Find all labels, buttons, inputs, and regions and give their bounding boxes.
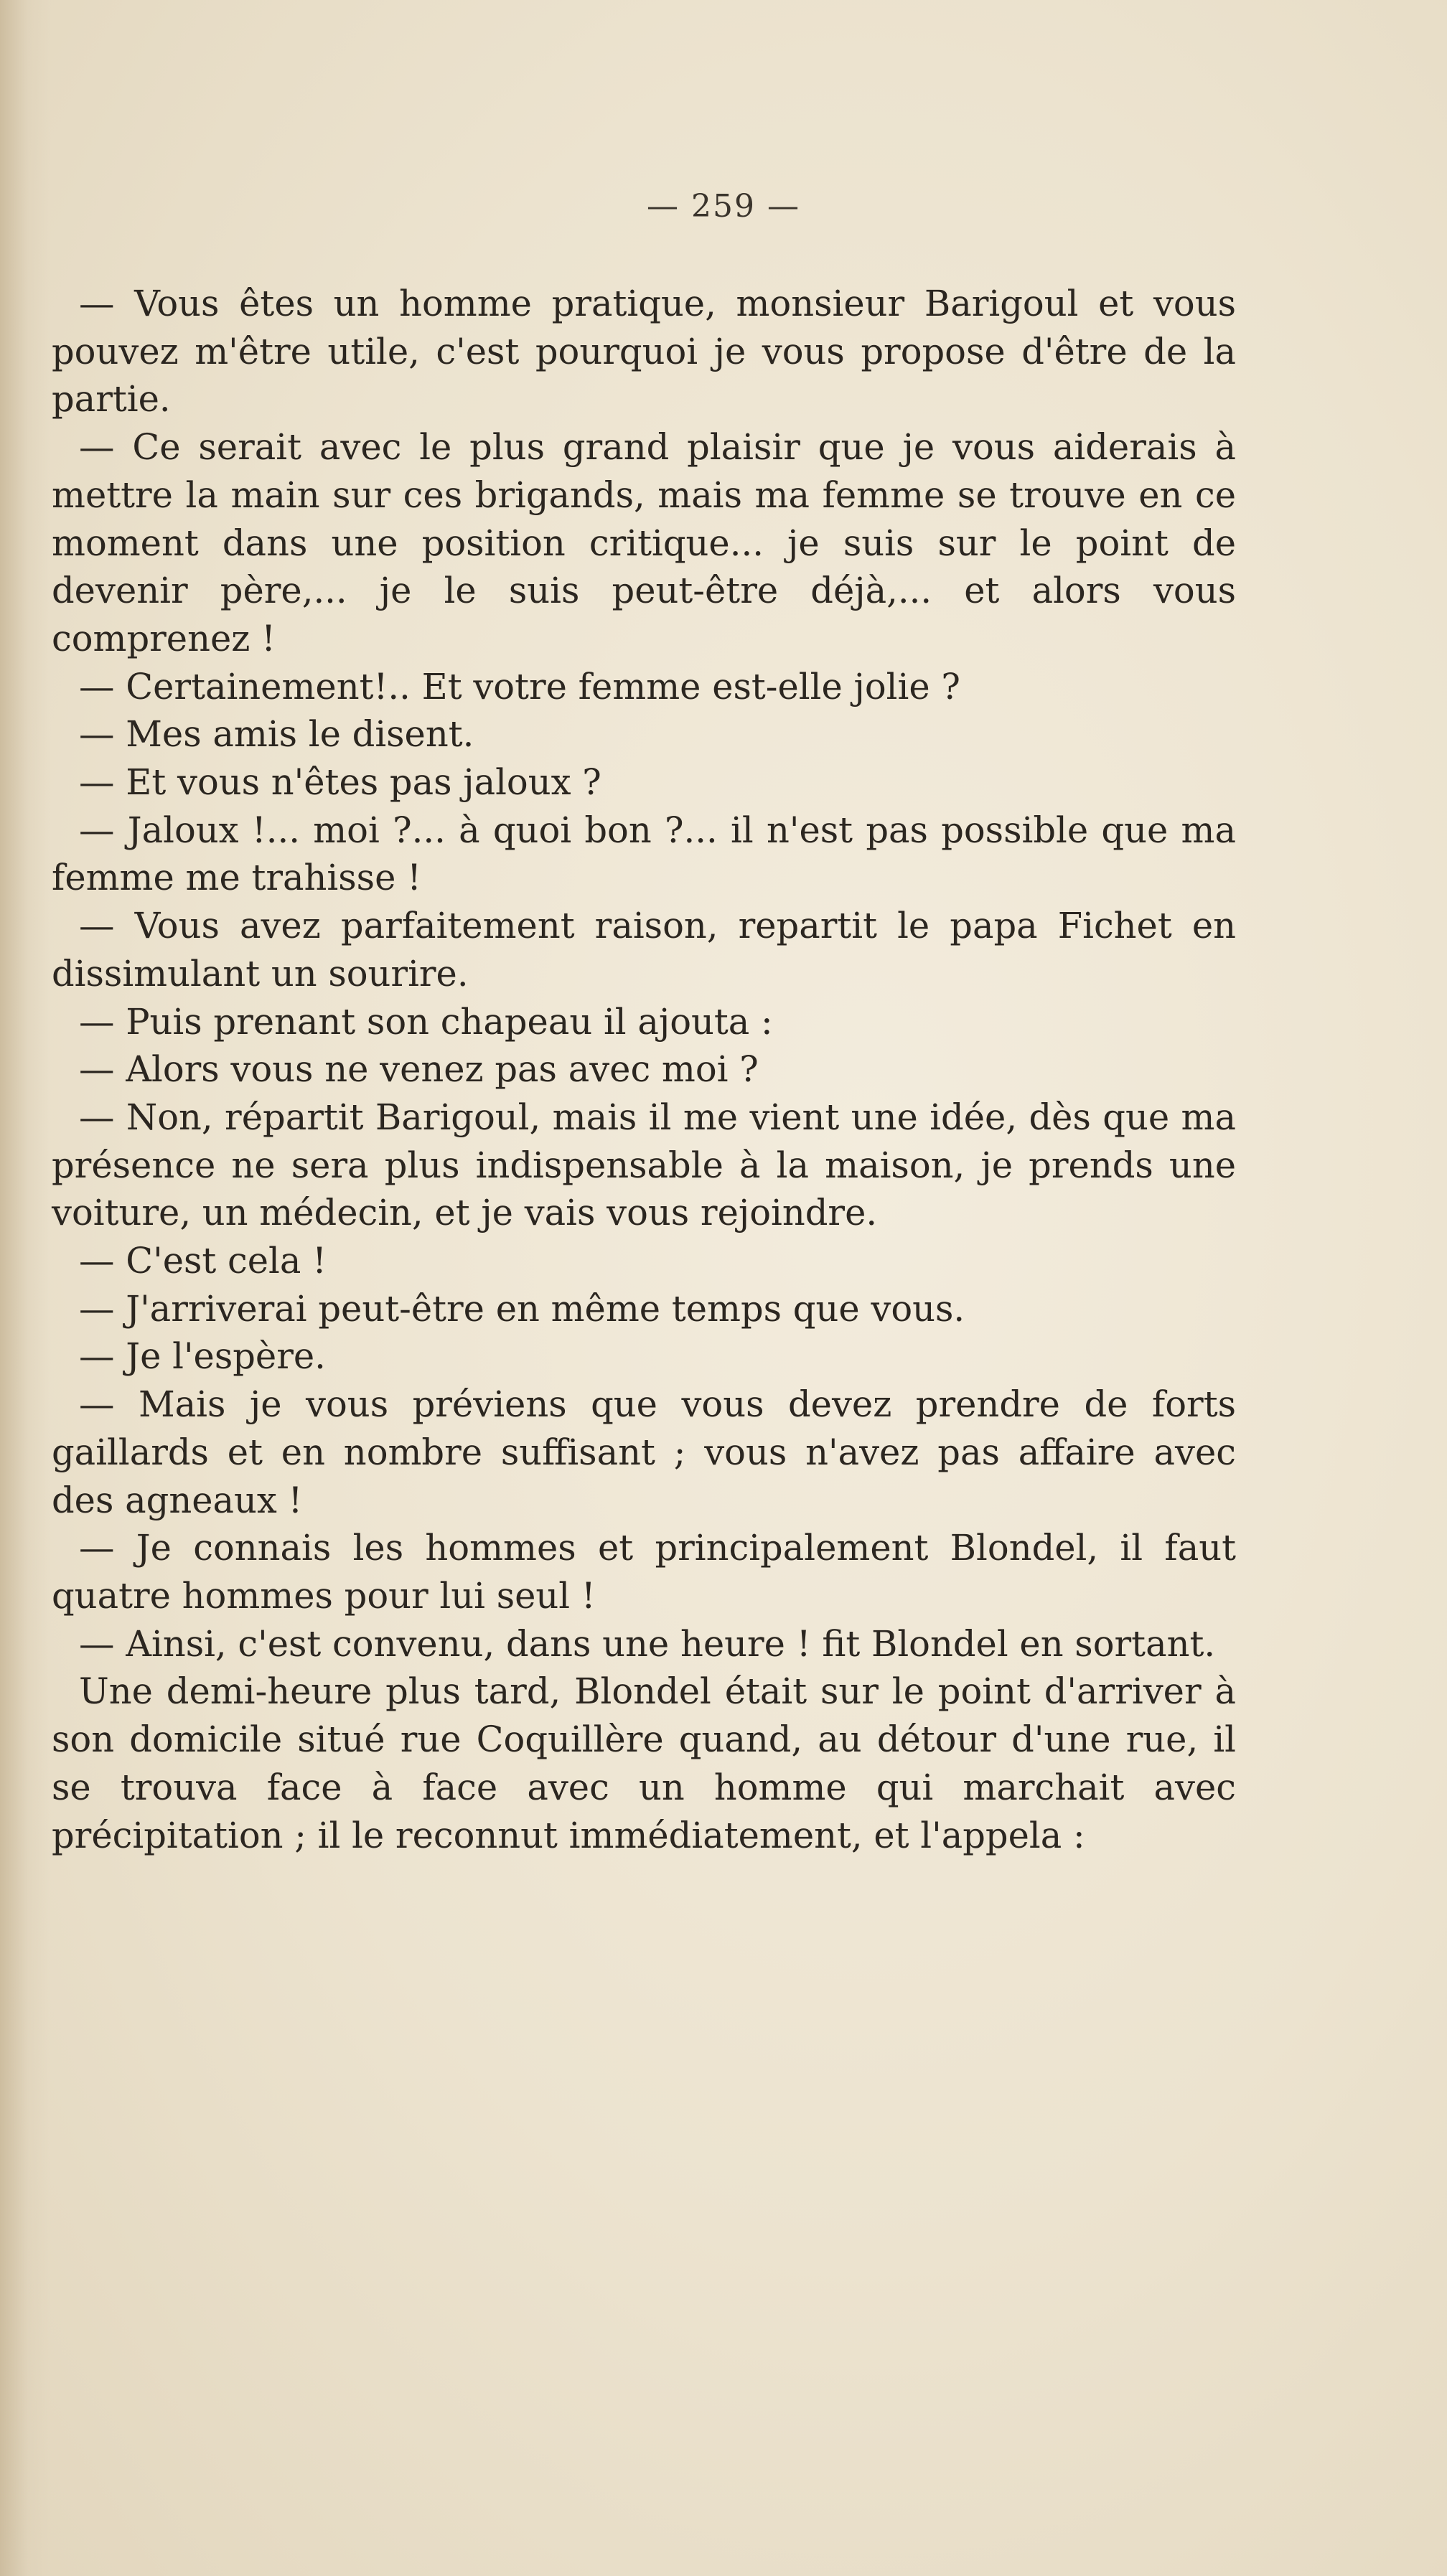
paragraph: — J'arriverai peut-être en même temps que vous.	[79, 1287, 965, 1330]
paragraph: — Je connais les hommes et principalement Blondel, il faut quatre hommes pour lui seul !	[52, 1527, 1236, 1617]
paragraph: — Vous êtes un homme pratique, monsieur Barigoul et vous pouvez m'être utile, c'est pourquoi je vous propose d'être de la partie.	[52, 283, 1236, 420]
paragraph: — Ainsi, c'est convenu, dans une heure ! fit Blondel en sortant.	[79, 1622, 1216, 1665]
paragraph: — Certainement!.. Et votre femme est-elle jolie ?	[79, 665, 960, 708]
body-text	[52, 280, 1236, 1859]
paragraph: — Jaloux !... moi ?... à quoi bon ?... il n'est pas possible que ma femme me trahisse !	[52, 809, 1236, 899]
paragraph: — Mais je vous préviens que vous devez prendre de forts gaillards et en nombre suffisant ; vous n'avez pas affaire avec des agneaux !	[52, 1383, 1236, 1521]
paragraph: Une demi-heure plus tard, Blondel était sur le point d'arriver à son domicile situé rue Coquillère quand, au détour d'une rue, il se trouva face à face avec un homme qui marchait avec précipitation ; il le reconnut immédiatement, et l'appela :	[52, 1670, 1236, 1856]
paragraph: — Puis prenant son chapeau il ajouta :	[79, 1000, 773, 1043]
paragraph: — Je l'espère.	[79, 1335, 326, 1378]
paragraph: — Non, répartit Barigoul, mais il me vient une idée, dès que ma présence ne sera plus indispensable à la maison, je prends une voiture, un médecin, et je vais vous rejoindre.	[52, 1096, 1236, 1234]
paragraph: — Vous avez parfaitement raison, repartit le papa Fichet en dissimulant un sourire.	[52, 905, 1236, 995]
paragraph: — Alors vous ne venez pas avec moi ?	[79, 1048, 759, 1091]
paragraph: — Ce serait avec le plus grand plaisir que je vous aiderais à mettre la main sur ces brigands, mais ma femme se trouve en ce moment dans une position critique... je suis sur le point de devenir père,... je le suis peut-être déjà,... et alors vous comprenez !	[52, 426, 1236, 659]
paragraph: — C'est cela !	[79, 1240, 327, 1282]
paragraph: — Et vous n'êtes pas jaloux ?	[79, 761, 601, 804]
binding-shadow	[0, 0, 50, 2576]
page-number: — 259 —	[647, 188, 800, 225]
paragraph: — Mes amis le disent.	[79, 713, 474, 756]
